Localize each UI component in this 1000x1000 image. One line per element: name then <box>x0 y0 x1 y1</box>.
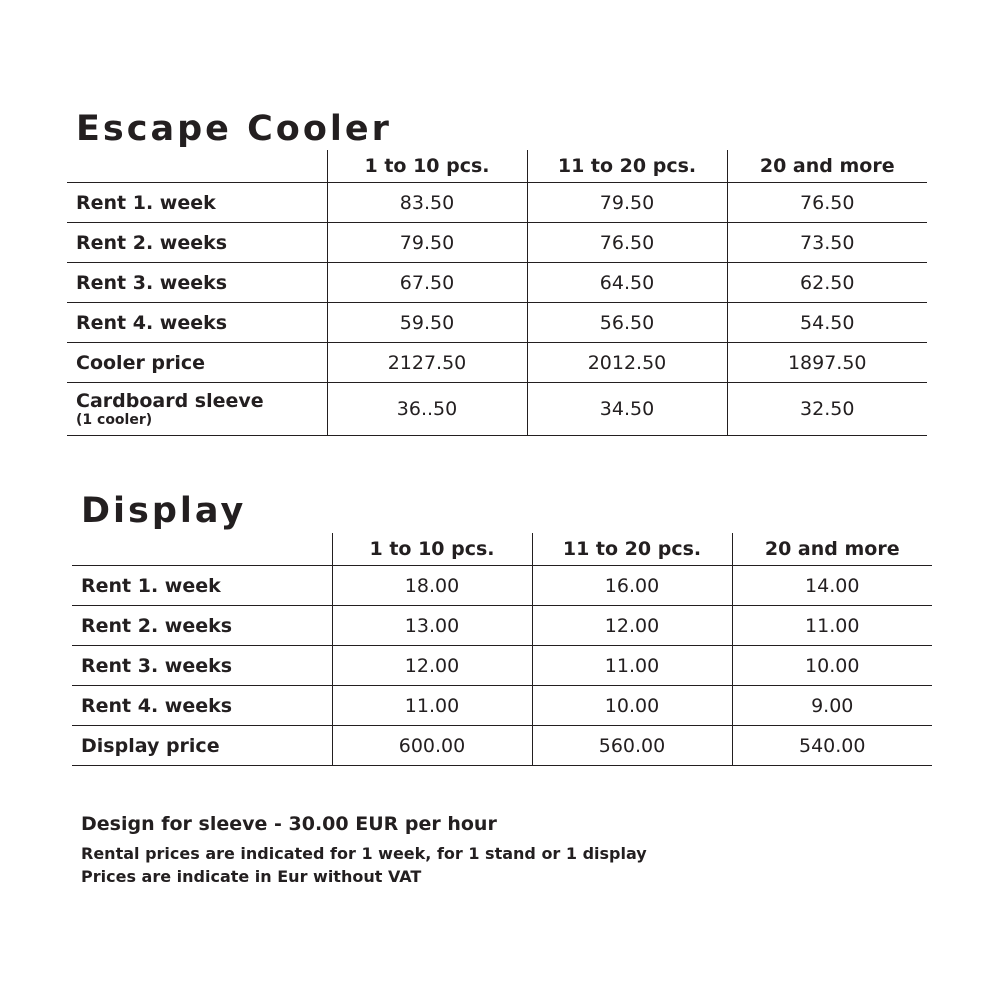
price-cell: 76.50 <box>727 183 927 223</box>
price-cell: 34.50 <box>527 383 727 436</box>
price-cell: 11.00 <box>332 686 532 726</box>
price-cell: 2012.50 <box>527 343 727 383</box>
price-cell: 56.50 <box>527 303 727 343</box>
header-qty-1-10: 1 to 10 pcs. <box>332 533 532 566</box>
row-label: Cardboard sleeve <box>76 390 264 412</box>
row-label: Cooler price <box>67 343 327 383</box>
table-row <box>67 183 927 223</box>
header-blank-cell <box>72 533 332 566</box>
row-label: Rent 1. week <box>72 566 332 606</box>
price-cell: 9.00 <box>732 686 932 726</box>
price-cell: 67.50 <box>327 263 527 303</box>
price-cell: 540.00 <box>732 726 932 766</box>
rental-terms-note: Rental prices are indicated for 1 week, for 1 stand or 1 display <box>81 844 647 863</box>
row-label: Rent 2. weeks <box>67 223 327 263</box>
header-qty-20-more: 20 and more <box>727 150 927 183</box>
design-fee-note: Design for sleeve - 30.00 EUR per hour <box>81 813 497 835</box>
cooler-section-title: Escape Cooler <box>76 109 392 149</box>
price-cell: 76.50 <box>527 223 727 263</box>
price-cell: 10.00 <box>532 686 732 726</box>
price-cell: 14.00 <box>732 566 932 606</box>
table-row <box>72 566 932 606</box>
display-price-table <box>72 533 932 766</box>
table-row <box>67 383 927 436</box>
price-cell: 18.00 <box>332 566 532 606</box>
price-cell: 600.00 <box>332 726 532 766</box>
row-label: Display price <box>72 726 332 766</box>
price-cell: 12.00 <box>532 606 732 646</box>
price-cell: 59.50 <box>327 303 527 343</box>
display-section-title: Display <box>81 491 247 531</box>
price-cell: 83.50 <box>327 183 527 223</box>
price-cell: 12.00 <box>332 646 532 686</box>
price-cell: 560.00 <box>532 726 732 766</box>
table-row <box>67 343 927 383</box>
vat-note: Prices are indicate in Eur without VAT <box>81 867 422 886</box>
header-qty-1-10: 1 to 10 pcs. <box>327 150 527 183</box>
cooler-price-table <box>67 150 927 436</box>
table-row <box>72 646 932 686</box>
price-cell: 2127.50 <box>327 343 527 383</box>
header-blank-cell <box>67 150 327 183</box>
header-qty-20-more: 20 and more <box>732 533 932 566</box>
header-qty-11-20: 11 to 20 pcs. <box>532 533 732 566</box>
table-row <box>72 606 932 646</box>
price-cell: 62.50 <box>727 263 927 303</box>
row-label-cell <box>67 383 327 436</box>
price-cell: 11.00 <box>732 606 932 646</box>
header-qty-11-20: 11 to 20 pcs. <box>527 150 727 183</box>
table-row <box>67 303 927 343</box>
table-row <box>72 726 932 766</box>
price-cell: 73.50 <box>727 223 927 263</box>
price-cell: 79.50 <box>527 183 727 223</box>
row-label: Rent 3. weeks <box>72 646 332 686</box>
price-cell: 11.00 <box>532 646 732 686</box>
row-label: Rent 4. weeks <box>72 686 332 726</box>
price-cell: 10.00 <box>732 646 932 686</box>
price-cell: 32.50 <box>727 383 927 436</box>
price-cell: 79.50 <box>327 223 527 263</box>
table-header-row <box>67 150 927 183</box>
row-label: Rent 4. weeks <box>67 303 327 343</box>
row-label: Rent 2. weeks <box>72 606 332 646</box>
price-cell: 36..50 <box>327 383 527 436</box>
row-sublabel: (1 cooler) <box>76 412 153 428</box>
table-row <box>72 686 932 726</box>
table-row <box>67 263 927 303</box>
price-cell: 16.00 <box>532 566 732 606</box>
price-cell: 64.50 <box>527 263 727 303</box>
table-header-row <box>72 533 932 566</box>
price-cell: 1897.50 <box>727 343 927 383</box>
price-cell: 13.00 <box>332 606 532 646</box>
row-label: Rent 3. weeks <box>67 263 327 303</box>
row-label: Rent 1. week <box>67 183 327 223</box>
table-row <box>67 223 927 263</box>
price-cell: 54.50 <box>727 303 927 343</box>
